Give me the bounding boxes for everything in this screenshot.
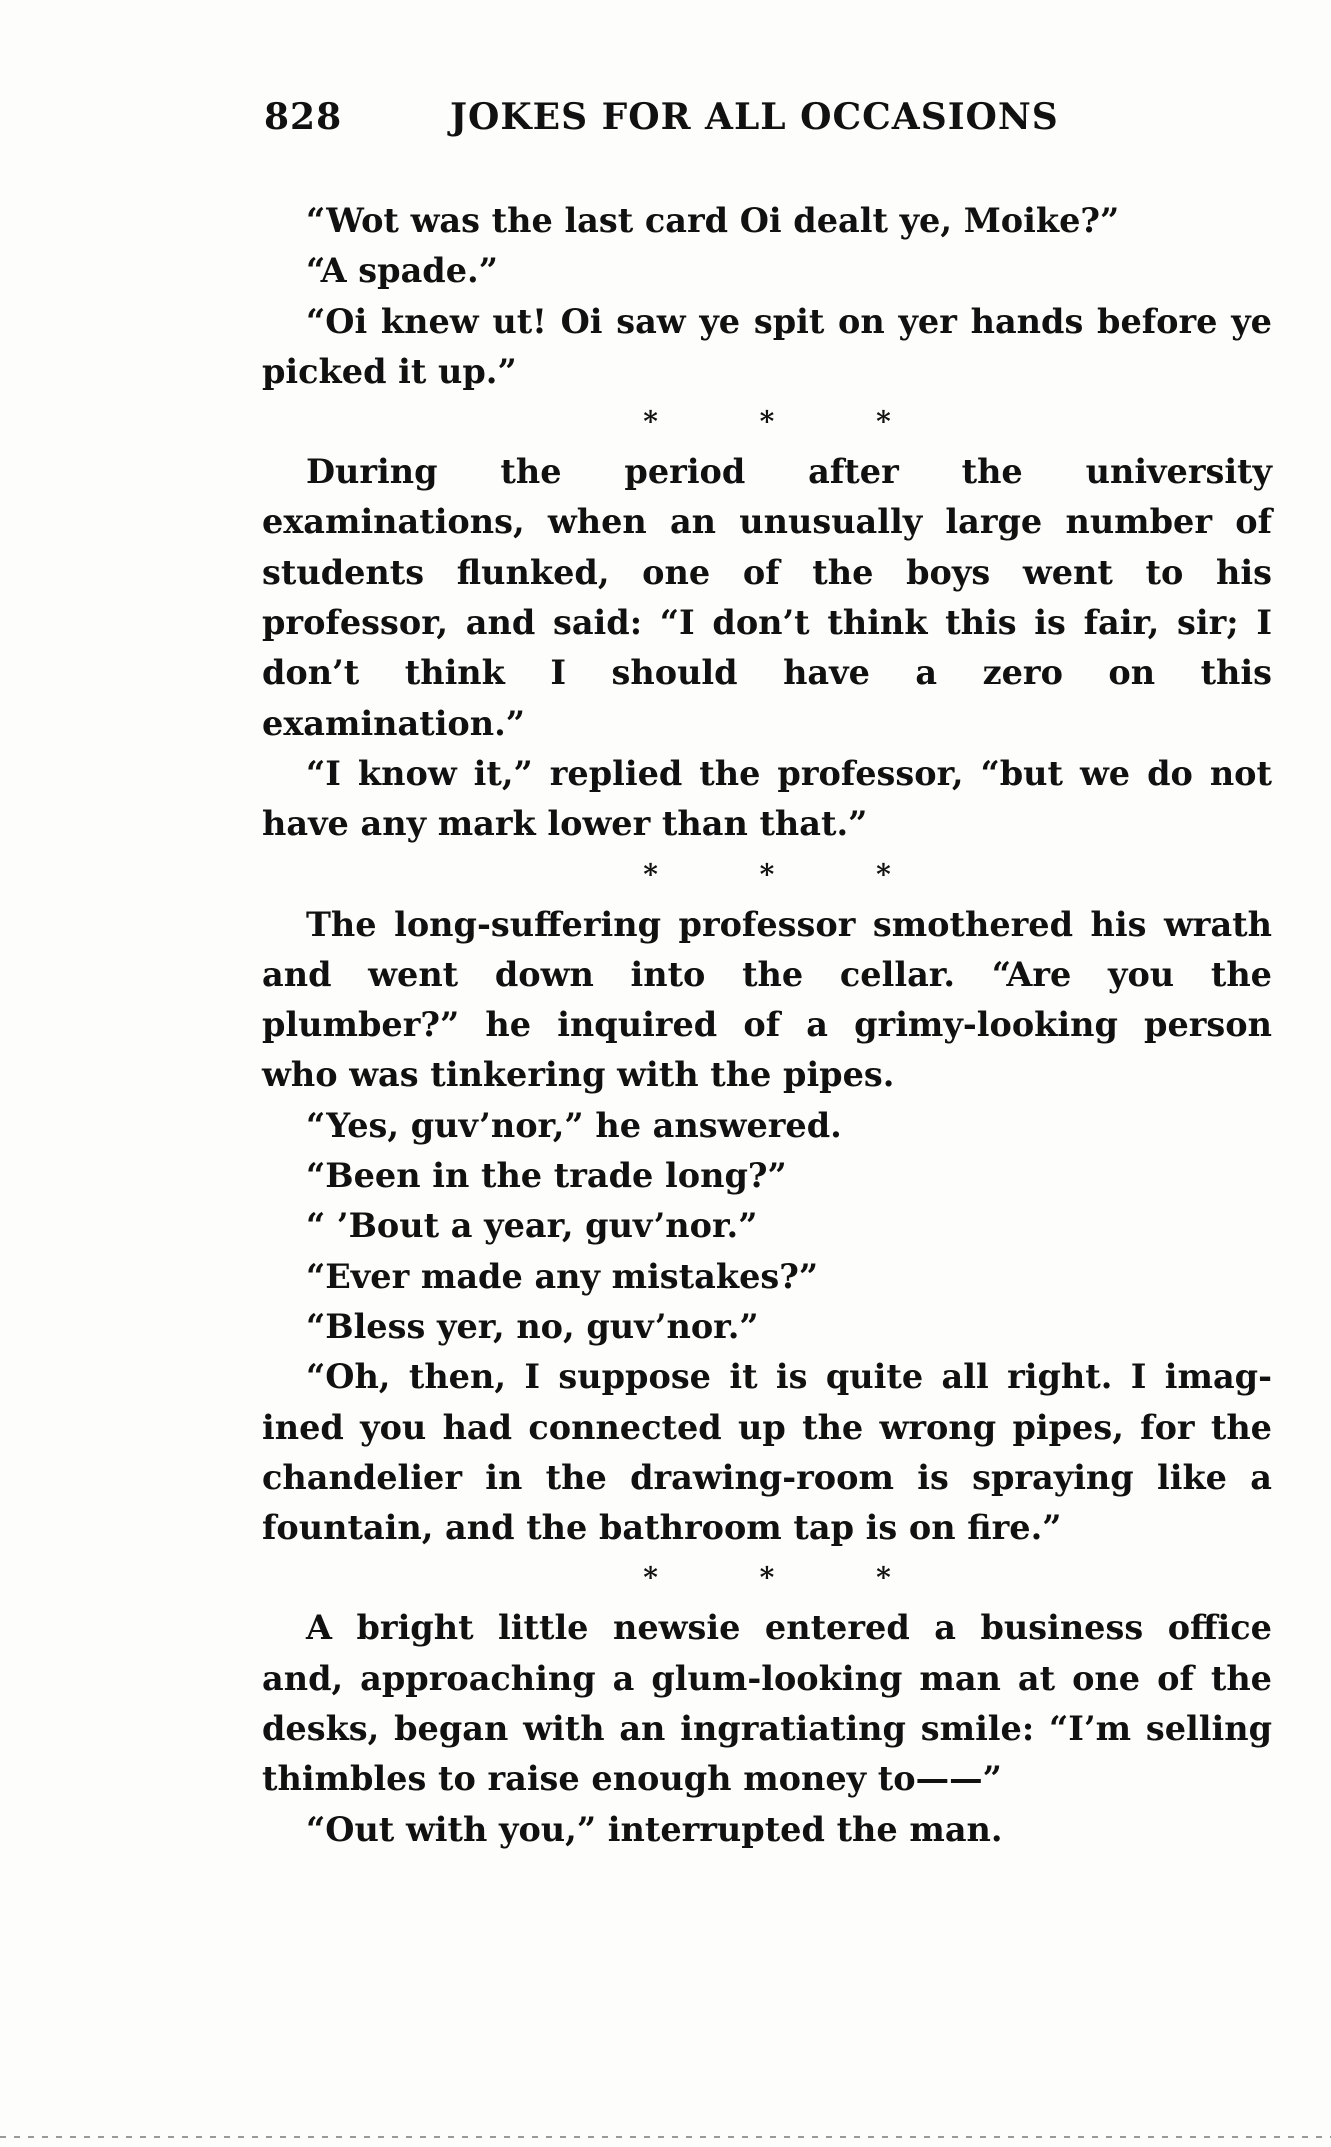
paragraph: “Ever made any mistakes?” [306, 1256, 819, 1296]
separator-asterisks: * * * [643, 857, 937, 891]
section-separator [262, 850, 1272, 900]
paragraph: “Oi knew ut! Oi saw ye spit on yer hands before ye picked it up.” [262, 301, 1272, 391]
paragraph: “Bless yer, no, guv’nor.” [306, 1306, 759, 1346]
paragraph: “Wot was the last card Oi dealt ye, Moike?” [306, 201, 1120, 240]
section-separator [262, 1553, 1272, 1603]
paragraph: During the period after the university examinations, when an unusually large number of students flunked, one of the boys went to his professor, and said: “I don’t think this is fair, sir; I don’t think I should have a zero on this examination.” [262, 452, 1272, 743]
paragraph: “ ’Bout a year, guv’nor.” [306, 1206, 758, 1246]
paragraph: The long-suffering professor smothered his wrath and went down into the cellar. “Are you the plumber?” he inquired of a grimy-looking person who was tinkering with the pipes. [262, 904, 1272, 1095]
paragraph: A bright little newsie entered a business office and, approaching a glum-looking man at one of the desks, began with an ingratiating smile: “I’m selling thimbles to raise enough money to——” [262, 1608, 1272, 1799]
separator-asterisks: * * * [643, 405, 937, 439]
page-number: 828 [264, 96, 343, 138]
paragraph: “I know it,” replied the professor, “but we do not have any mark lower than that.” [262, 753, 1272, 844]
page-body [262, 196, 1272, 1855]
running-title: JOKES FOR ALL OCCASIONS [450, 96, 1059, 138]
paragraph: “Out with you,” interrupted the man. [306, 1809, 1003, 1849]
paragraph: “Oh, then, I suppose it is quite all right. I imagined you had connected up the wrong pipes, for the chandelier in the drawing-room is spraying like a fountain, and the bathroom tap is on fire.” [262, 1357, 1272, 1548]
paragraph: “A spade.” [306, 251, 498, 291]
separator-asterisks: * * * [643, 1561, 937, 1595]
page-edge-rule [0, 2136, 1331, 2138]
paragraph: “Yes, guv’nor,” he answered. [306, 1105, 842, 1145]
section-separator [262, 397, 1272, 447]
page-header [264, 96, 1274, 156]
paragraph: “Been in the trade long?” [306, 1156, 787, 1196]
